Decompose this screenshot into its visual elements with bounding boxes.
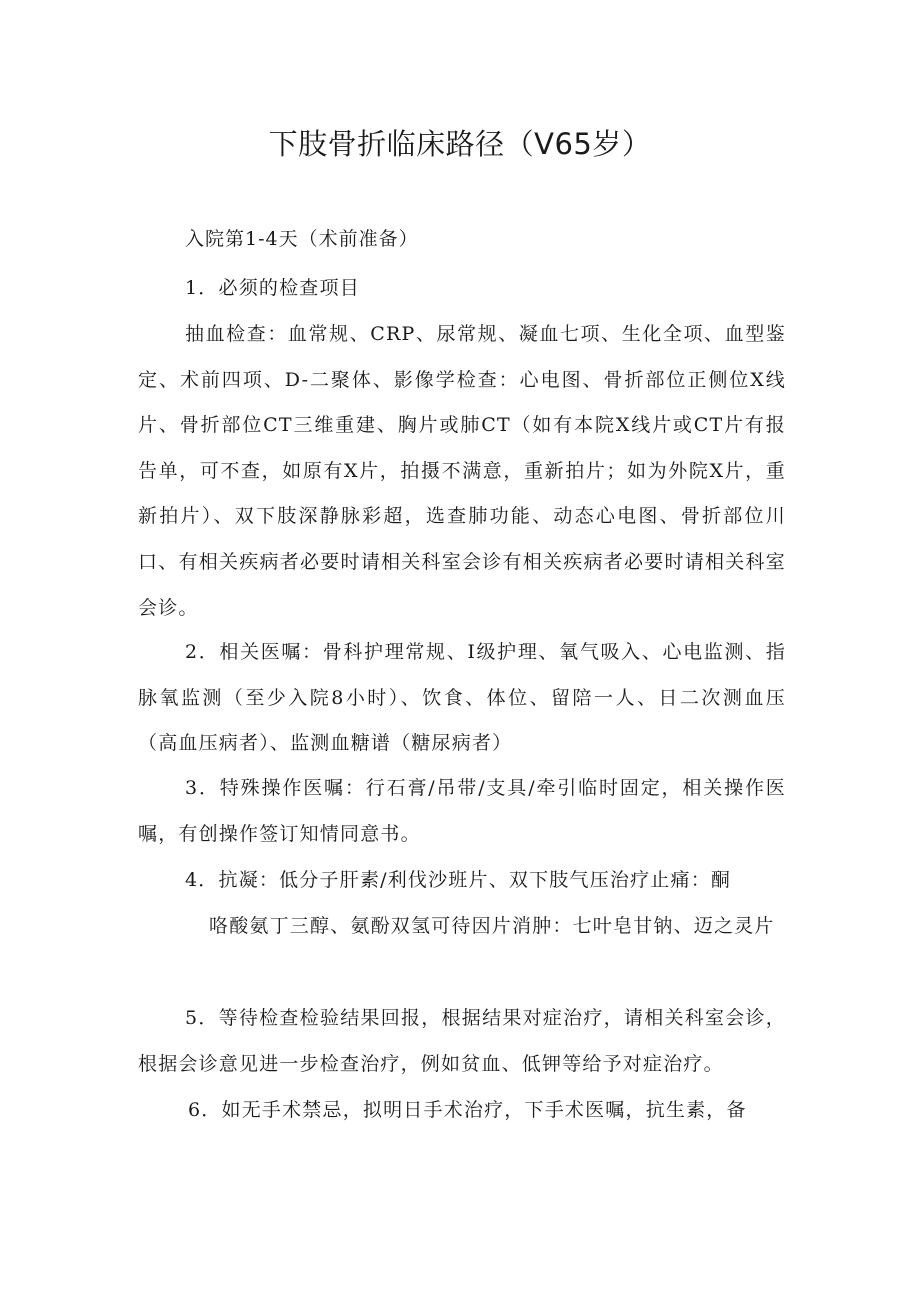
- document-title: 下肢骨折临床路径（V65岁）: [268, 127, 652, 161]
- section-1-body: 抽血检查：血常规、CRP、尿常规、凝血七项、生化全项、血型鉴定、术前四项、D-二聚体、影像学检查：心电图、骨折部位正侧位X线片、骨折部位CT三维重建、胸片或肺CT（如有本院X线片或CT片有报告单，可不查，如原有X片，拍摄不满意，重新拍片；如为外院X片，重新拍片）、双下肢深静脉彩超，选查肺功能、动态心电图、骨折部位川口、有相关疾病者必要时请相关科室会诊有相关疾病者必要时请相关科室会诊。: [138, 323, 786, 619]
- section-5-paragraph: 5．等待检查检验结果回报，根据结果对症治疗，请相关科室会诊，根据会诊意见进一步检查治疗，例如贫血、低钾等给予对症治疗。: [138, 1007, 786, 1075]
- section-1-heading: 1．必须的检查项目: [185, 277, 360, 299]
- section-4-paragraph: [185, 858, 785, 949]
- section-6-paragraph: 6．如无手术禁忌，拟明日手术治疗，下手术医嘱，抗生素，备: [188, 1099, 747, 1121]
- section-2-paragraph: 2．相关医嘱：骨科护理常规、I级护理、氧气吸入、心电监测、指脉氧监测（至少入院8小时）、饮食、体位、留陪一人、日二次测血压（高血压病者）、监测血糖谱（糖尿病者）: [138, 641, 786, 755]
- section-4-continuation: 咯酸氨丁三醇、氨酚双氢可待因片消肿：七叶皂甘钠、迈之灵片: [209, 914, 775, 937]
- section-subtitle: 入院第1-4天（术前准备）: [185, 228, 419, 250]
- section-3-paragraph: 3．特殊操作医嘱：行石膏/吊带/支具/牵引临时固定，相关操作医嘱，有创操作签订知情同意书。: [138, 777, 786, 845]
- section-4-first-line: 4．抗凝：低分子肝素/利伐沙班片、双下肢气压治疗止痛：酮: [185, 869, 732, 891]
